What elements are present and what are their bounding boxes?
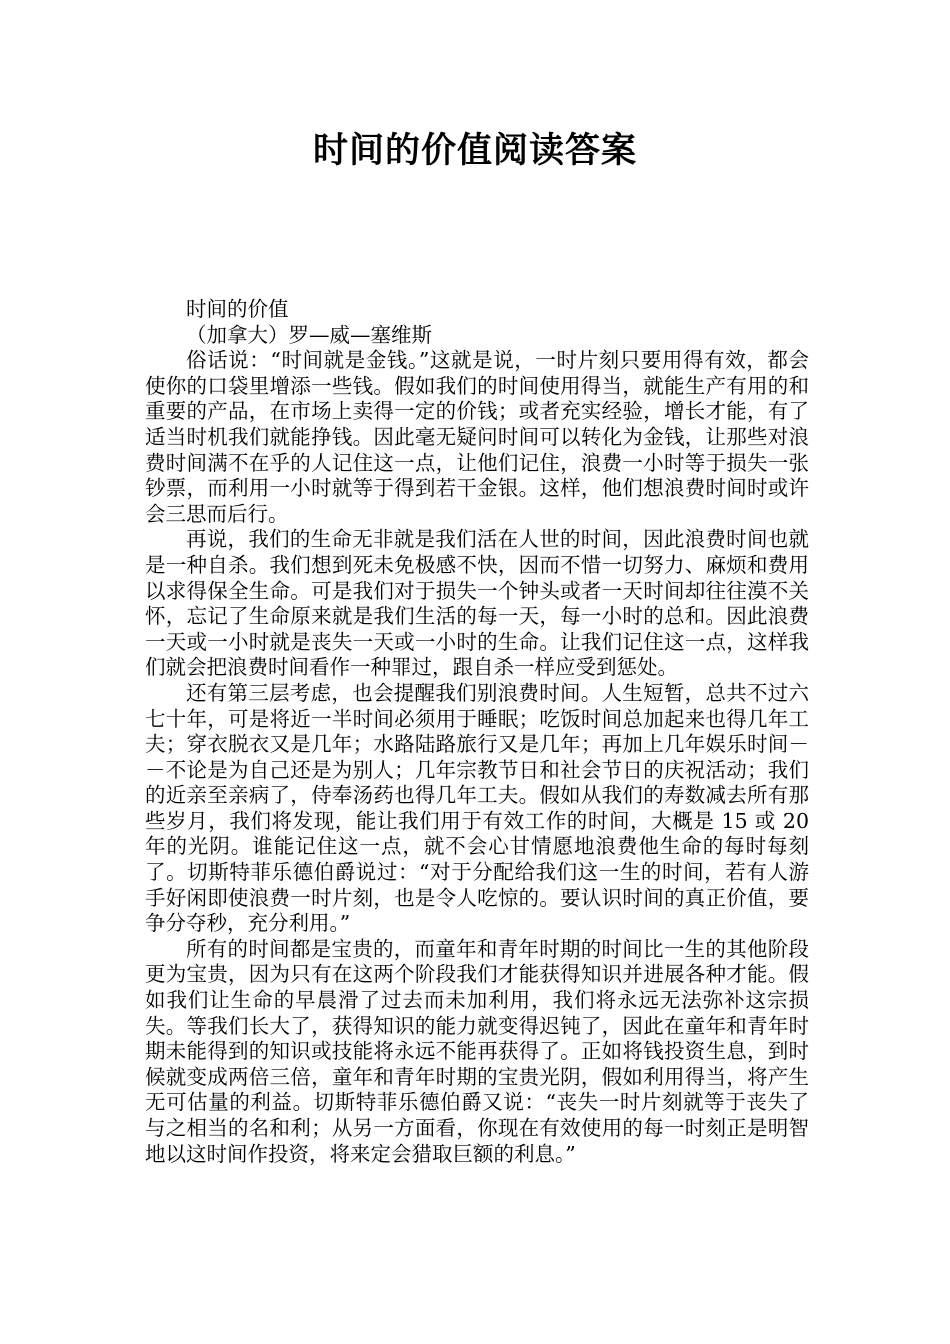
document-title: 时间的价值阅读答案 — [312, 131, 637, 171]
paragraph-2: 再说，我们的生命无非就是我们活在人世的时间，因此浪费时间也就是一种自杀。我们想到死未免极感不快，因而不惜一切努力、麻烦和费用以求得保全生命。可是我们对于损失一个钟头或者一天时间却往往漠不关怀，忘记了生命原来就是我们生活的每一天，每一小时的总和。因此浪费一天或一小时就是丧失一天或一小时的生命。让我们记住这一点，这样我们就会把浪费时间看作一种罪过，跟自杀一样应受到惩处。 — [145, 527, 809, 680]
article-subtitle: 时间的价值 — [186, 297, 289, 321]
article-body — [145, 297, 809, 1167]
paragraph-1: 俗话说：“时间就是金钱。”这就是说，一时片刻只要用得有效，都会使你的口袋里增添一些钱。假如我们的时间使用得当，就能生产有用的和重要的产品，在市场上卖得一定的价钱；或者充实经验，增长才能，有了适当时机我们就能挣钱。因此毫无疑问时间可以转化为金钱，让那些对浪费时间满不在乎的人记住这一点，让他们记住，浪费一小时等于损失一张钞票，而利用一小时就等于得到若干金银。这样，他们想浪费时间时或许会三思而后行。 — [145, 348, 809, 526]
paragraph-3: 还有第三层考虑，也会提醒我们别浪费时间。人生短暂，总共不过六七十年，可是将近一半时间必须用于睡眠；吃饭时间总加起来也得几年工夫；穿衣脱衣又是几年；水路陆路旅行又是几年；再加上几年娱乐时间－－不论是为自己还是为别人；几年宗教节日和社会节日的庆祝活动；我们的近亲至亲病了，侍奉汤药也得几年工夫。假如从我们的寿数减去所有那些岁月，我们将发现，能让我们用于有效工作的时间，大概是 15 或 20 年的光阴。谁能记住这一点，就不会心甘情愿地浪费他生命的每时每刻了。切斯特菲乐德伯爵说过：“对于分配给我们这一生的时间，若有人游手好闲即使浪费一时片刻，也是令人吃惊的。要认识时间的真正价值，要争分夺秒，充分利用。” — [145, 680, 809, 936]
article-author: （加拿大）罗—威—塞维斯 — [186, 322, 432, 347]
paragraph-4: 所有的时间都是宝贵的，而童年和青年时期的时间比一生的其他阶段更为宝贵，因为只有在这两个阶段我们才能获得知识并进展各种才能。假如我们让生命的早晨滑了过去而未加利用，我们将永远无法弥补这宗损失。等我们长大了，获得知识的能力就变得迟钝了，因此在童年和青年时期未能得到的知识或技能将永远不能再获得了。正如将钱投资生息，到时候就变成两倍三倍，童年和青年时期的宝贵光阴，假如利用得当，将产生无可估量的利益。切斯特菲乐德伯爵又说：“丧失一时片刻就等于丧失了与之相当的名和利；从另一方面看，你现在有效使用的每一时刻正是明智地以这时间作投资，将来定会猎取巨额的利息。” — [145, 936, 809, 1166]
